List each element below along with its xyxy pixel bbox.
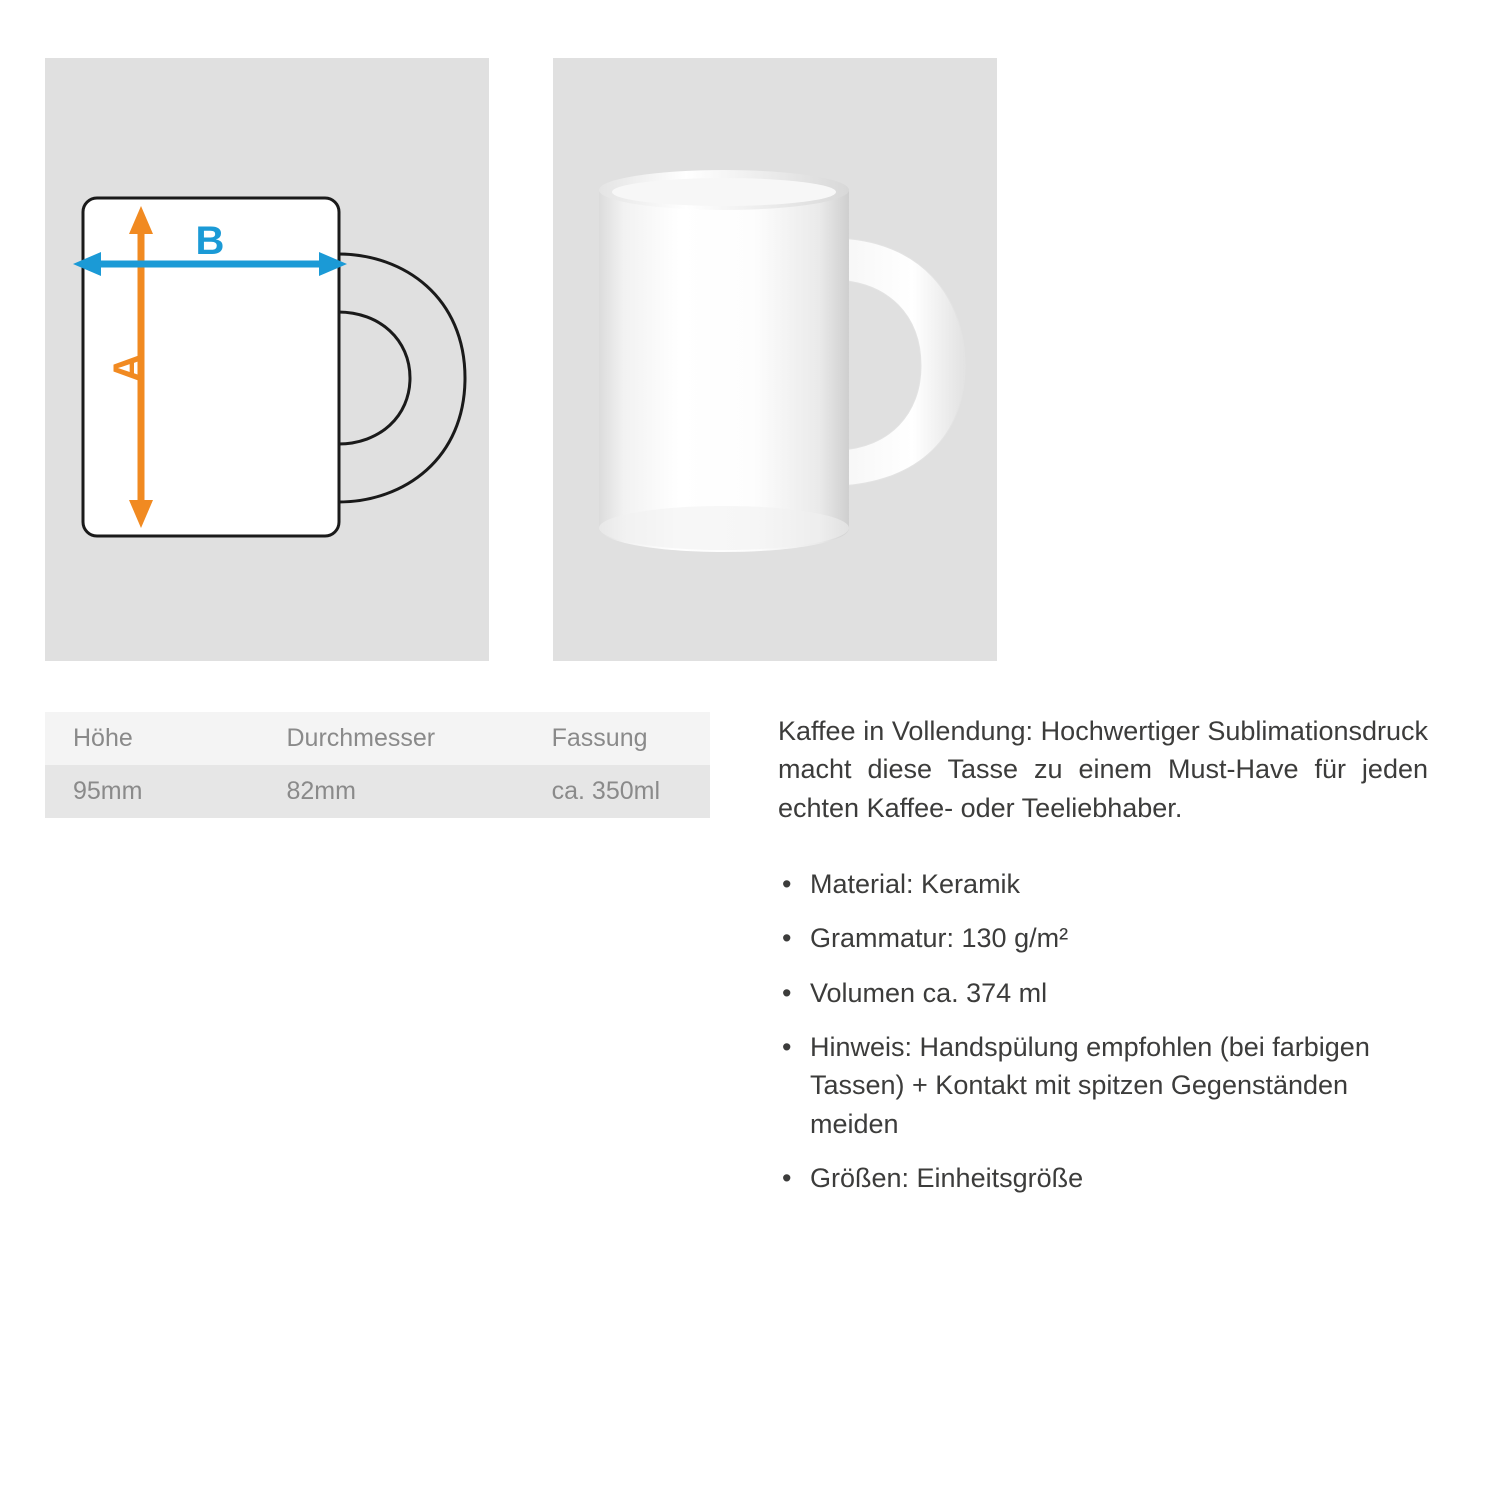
list-item: • Hinweis: Handspülung empfohlen (bei farbigen Tassen) + Kontakt mit spitzen Gegenständen meiden <box>778 1028 1428 1143</box>
mug-dimension-diagram <box>45 58 489 661</box>
width-label: B <box>195 219 225 263</box>
table-header-fassung: Fassung <box>524 712 710 765</box>
mug-rim-inner <box>612 178 836 206</box>
product-feature-list <box>778 865 1428 1197</box>
specification-table <box>45 712 710 818</box>
list-item: • Volumen ca. 374 ml <box>778 974 1428 1012</box>
mug-body <box>599 190 849 552</box>
table-header-hoehe: Höhe <box>45 712 258 765</box>
mug-handle-inner-outline <box>338 312 410 444</box>
list-item: • Grammatur: 130 g/m² <box>778 919 1428 957</box>
cell-durchmesser-value: 82mm <box>258 765 523 818</box>
list-item: • Größen: Einheitsgröße <box>778 1159 1428 1197</box>
height-label: A <box>106 353 150 383</box>
table-header-durchmesser: Durchmesser <box>258 712 523 765</box>
list-item: • Material: Keramik <box>778 865 1428 903</box>
table-header-row <box>45 712 710 765</box>
white-mug-photo <box>553 58 997 661</box>
table-row <box>45 765 710 818</box>
cell-fassung-value: ca. 350ml <box>524 765 710 818</box>
description-intro: Kaffee in Vollendung: Hochwertiger Sublimationsdruck macht diese Tasse zu einem Must-Have für jeden echten Kaffee- oder Teeliebhaber. <box>778 716 1428 823</box>
mug-handle-outer-outline <box>338 254 465 502</box>
cell-hoehe-value: 95mm <box>45 765 258 818</box>
mug-photo-panel <box>553 58 997 661</box>
mug-base-shadow <box>599 506 849 550</box>
mug-dimension-diagram-panel <box>45 58 489 661</box>
product-description <box>778 712 1428 1213</box>
mug-handle <box>835 238 965 486</box>
